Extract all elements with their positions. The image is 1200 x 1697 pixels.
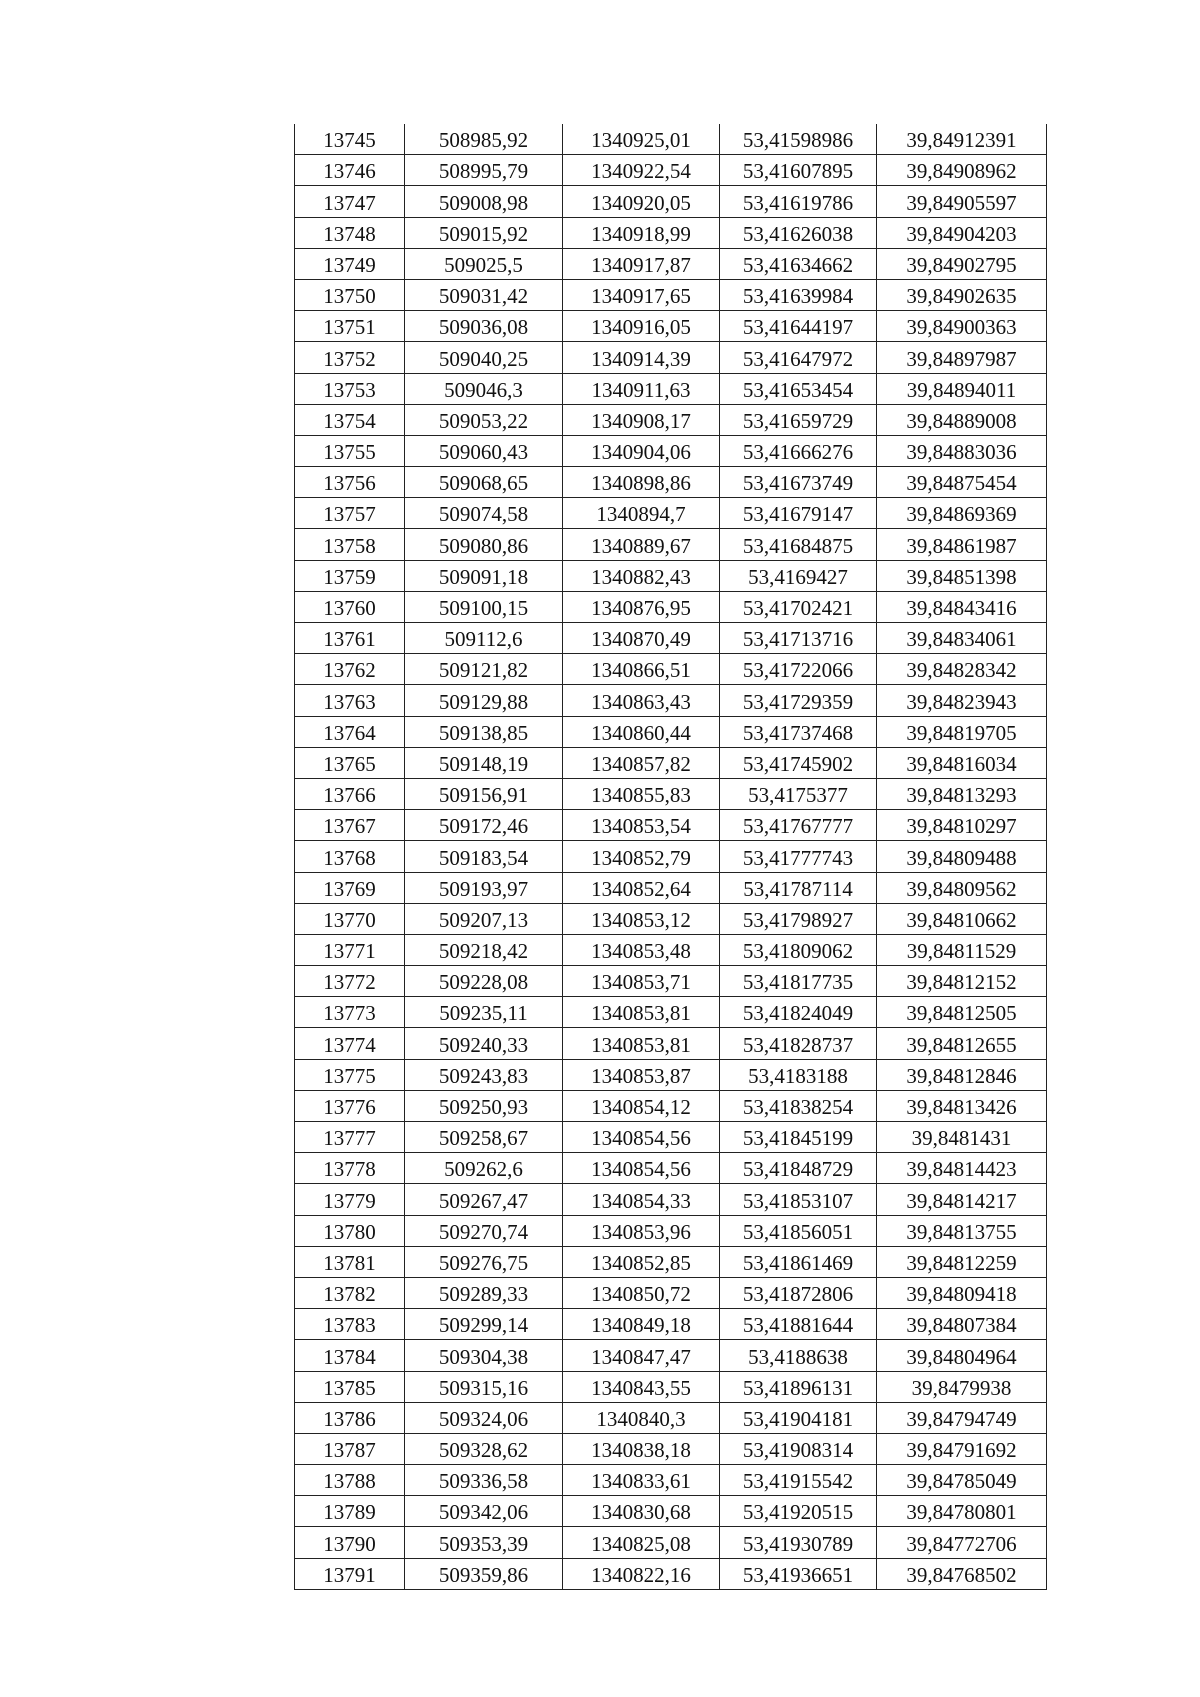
table-row xyxy=(295,1496,1047,1527)
table-row xyxy=(295,1122,1047,1153)
longitude-cell: 39,84897987 xyxy=(877,342,1047,373)
y-coordinate-cell: 1340854,56 xyxy=(563,1122,720,1153)
longitude-cell: 39,84813755 xyxy=(877,1215,1047,1246)
point-number-cell: 13766 xyxy=(295,778,405,809)
table-row xyxy=(295,529,1047,560)
x-coordinate-cell: 509289,33 xyxy=(405,1277,563,1308)
point-number-cell: 13752 xyxy=(295,342,405,373)
x-coordinate-cell: 509207,13 xyxy=(405,903,563,934)
y-coordinate-cell: 1340860,44 xyxy=(563,716,720,747)
longitude-cell: 39,84908962 xyxy=(877,155,1047,186)
latitude-cell: 53,41644197 xyxy=(720,311,877,342)
point-number-cell: 13772 xyxy=(295,966,405,997)
table-row xyxy=(295,716,1047,747)
x-coordinate-cell: 509172,46 xyxy=(405,810,563,841)
x-coordinate-cell: 509036,08 xyxy=(405,311,563,342)
y-coordinate-cell: 1340922,54 xyxy=(563,155,720,186)
longitude-cell: 39,84894011 xyxy=(877,373,1047,404)
y-coordinate-cell: 1340894,7 xyxy=(563,498,720,529)
point-number-cell: 13761 xyxy=(295,623,405,654)
point-number-cell: 13758 xyxy=(295,529,405,560)
latitude-cell: 53,41853107 xyxy=(720,1184,877,1215)
latitude-cell: 53,41872806 xyxy=(720,1277,877,1308)
x-coordinate-cell: 509267,47 xyxy=(405,1184,563,1215)
y-coordinate-cell: 1340854,12 xyxy=(563,1090,720,1121)
point-number-cell: 13757 xyxy=(295,498,405,529)
table-row xyxy=(295,1402,1047,1433)
latitude-cell: 53,41767777 xyxy=(720,810,877,841)
latitude-cell: 53,41920515 xyxy=(720,1496,877,1527)
longitude-cell: 39,8481431 xyxy=(877,1122,1047,1153)
latitude-cell: 53,41619786 xyxy=(720,186,877,217)
y-coordinate-cell: 1340918,99 xyxy=(563,217,720,248)
longitude-cell: 39,84819705 xyxy=(877,716,1047,747)
longitude-cell: 39,84809418 xyxy=(877,1277,1047,1308)
x-coordinate-cell: 509129,88 xyxy=(405,685,563,716)
longitude-cell: 39,84812259 xyxy=(877,1246,1047,1277)
table-row xyxy=(295,966,1047,997)
x-coordinate-cell: 509183,54 xyxy=(405,841,563,872)
latitude-cell: 53,41838254 xyxy=(720,1090,877,1121)
table-row xyxy=(295,217,1047,248)
x-coordinate-cell: 509060,43 xyxy=(405,435,563,466)
table-row xyxy=(295,1527,1047,1558)
table-row xyxy=(295,248,1047,279)
x-coordinate-cell: 509080,86 xyxy=(405,529,563,560)
y-coordinate-cell: 1340898,86 xyxy=(563,467,720,498)
x-coordinate-cell: 509336,58 xyxy=(405,1465,563,1496)
longitude-cell: 39,84861987 xyxy=(877,529,1047,560)
table-row xyxy=(295,1558,1047,1589)
point-number-cell: 13756 xyxy=(295,467,405,498)
point-number-cell: 13780 xyxy=(295,1215,405,1246)
latitude-cell: 53,41598986 xyxy=(720,124,877,155)
point-number-cell: 13745 xyxy=(295,124,405,155)
latitude-cell: 53,41607895 xyxy=(720,155,877,186)
point-number-cell: 13754 xyxy=(295,404,405,435)
table-row xyxy=(295,1340,1047,1371)
table-row xyxy=(295,560,1047,591)
table-row xyxy=(295,373,1047,404)
table-row xyxy=(295,155,1047,186)
table-row xyxy=(295,591,1047,622)
x-coordinate-cell: 508985,92 xyxy=(405,124,563,155)
point-number-cell: 13777 xyxy=(295,1122,405,1153)
longitude-cell: 39,84814423 xyxy=(877,1153,1047,1184)
y-coordinate-cell: 1340866,51 xyxy=(563,654,720,685)
y-coordinate-cell: 1340917,65 xyxy=(563,279,720,310)
coordinates-table xyxy=(294,124,1047,1590)
longitude-cell: 39,84851398 xyxy=(877,560,1047,591)
latitude-cell: 53,41817735 xyxy=(720,966,877,997)
x-coordinate-cell: 509053,22 xyxy=(405,404,563,435)
x-coordinate-cell: 509218,42 xyxy=(405,934,563,965)
x-coordinate-cell: 508995,79 xyxy=(405,155,563,186)
y-coordinate-cell: 1340854,56 xyxy=(563,1153,720,1184)
latitude-cell: 53,41915542 xyxy=(720,1465,877,1496)
latitude-cell: 53,41647972 xyxy=(720,342,877,373)
longitude-cell: 39,84809488 xyxy=(877,841,1047,872)
longitude-cell: 39,84812505 xyxy=(877,997,1047,1028)
y-coordinate-cell: 1340825,08 xyxy=(563,1527,720,1558)
longitude-cell: 39,84904203 xyxy=(877,217,1047,248)
latitude-cell: 53,41824049 xyxy=(720,997,877,1028)
y-coordinate-cell: 1340822,16 xyxy=(563,1558,720,1589)
longitude-cell: 39,84768502 xyxy=(877,1558,1047,1589)
longitude-cell: 39,84834061 xyxy=(877,623,1047,654)
x-coordinate-cell: 509046,3 xyxy=(405,373,563,404)
point-number-cell: 13782 xyxy=(295,1277,405,1308)
point-number-cell: 13778 xyxy=(295,1153,405,1184)
coordinates-table-body xyxy=(295,124,1047,1589)
latitude-cell: 53,41639984 xyxy=(720,279,877,310)
longitude-cell: 39,84809562 xyxy=(877,872,1047,903)
table-row xyxy=(295,404,1047,435)
table-row xyxy=(295,685,1047,716)
point-number-cell: 13763 xyxy=(295,685,405,716)
latitude-cell: 53,41845199 xyxy=(720,1122,877,1153)
x-coordinate-cell: 509276,75 xyxy=(405,1246,563,1277)
longitude-cell: 39,84875454 xyxy=(877,467,1047,498)
latitude-cell: 53,41881644 xyxy=(720,1309,877,1340)
y-coordinate-cell: 1340914,39 xyxy=(563,342,720,373)
latitude-cell: 53,41702421 xyxy=(720,591,877,622)
latitude-cell: 53,41659729 xyxy=(720,404,877,435)
y-coordinate-cell: 1340853,81 xyxy=(563,1028,720,1059)
latitude-cell: 53,41737468 xyxy=(720,716,877,747)
point-number-cell: 13751 xyxy=(295,311,405,342)
longitude-cell: 39,84902635 xyxy=(877,279,1047,310)
latitude-cell: 53,41861469 xyxy=(720,1246,877,1277)
latitude-cell: 53,41722066 xyxy=(720,654,877,685)
longitude-cell: 39,84812152 xyxy=(877,966,1047,997)
table-row xyxy=(295,654,1047,685)
longitude-cell: 39,84905597 xyxy=(877,186,1047,217)
point-number-cell: 13747 xyxy=(295,186,405,217)
latitude-cell: 53,41777743 xyxy=(720,841,877,872)
x-coordinate-cell: 509359,86 xyxy=(405,1558,563,1589)
point-number-cell: 13785 xyxy=(295,1371,405,1402)
table-row xyxy=(295,997,1047,1028)
longitude-cell: 39,84883036 xyxy=(877,435,1047,466)
table-row xyxy=(295,435,1047,466)
table-row xyxy=(295,311,1047,342)
latitude-cell: 53,41896131 xyxy=(720,1371,877,1402)
point-number-cell: 13762 xyxy=(295,654,405,685)
x-coordinate-cell: 509156,91 xyxy=(405,778,563,809)
table-row xyxy=(295,279,1047,310)
latitude-cell: 53,41745902 xyxy=(720,747,877,778)
longitude-cell: 39,84785049 xyxy=(877,1465,1047,1496)
y-coordinate-cell: 1340853,12 xyxy=(563,903,720,934)
table-row xyxy=(295,778,1047,809)
x-coordinate-cell: 509138,85 xyxy=(405,716,563,747)
point-number-cell: 13749 xyxy=(295,248,405,279)
table-row xyxy=(295,498,1047,529)
point-number-cell: 13746 xyxy=(295,155,405,186)
table-row xyxy=(295,1465,1047,1496)
point-number-cell: 13767 xyxy=(295,810,405,841)
y-coordinate-cell: 1340917,87 xyxy=(563,248,720,279)
x-coordinate-cell: 509025,5 xyxy=(405,248,563,279)
point-number-cell: 13771 xyxy=(295,934,405,965)
point-number-cell: 13774 xyxy=(295,1028,405,1059)
x-coordinate-cell: 509235,11 xyxy=(405,997,563,1028)
latitude-cell: 53,41679147 xyxy=(720,498,877,529)
point-number-cell: 13787 xyxy=(295,1433,405,1464)
y-coordinate-cell: 1340882,43 xyxy=(563,560,720,591)
x-coordinate-cell: 509008,98 xyxy=(405,186,563,217)
point-number-cell: 13770 xyxy=(295,903,405,934)
x-coordinate-cell: 509250,93 xyxy=(405,1090,563,1121)
point-number-cell: 13790 xyxy=(295,1527,405,1558)
latitude-cell: 53,41848729 xyxy=(720,1153,877,1184)
y-coordinate-cell: 1340852,85 xyxy=(563,1246,720,1277)
point-number-cell: 13769 xyxy=(295,872,405,903)
x-coordinate-cell: 509304,38 xyxy=(405,1340,563,1371)
longitude-cell: 39,84794749 xyxy=(877,1402,1047,1433)
y-coordinate-cell: 1340870,49 xyxy=(563,623,720,654)
latitude-cell: 53,41936651 xyxy=(720,1558,877,1589)
table-row xyxy=(295,810,1047,841)
longitude-cell: 39,84869369 xyxy=(877,498,1047,529)
latitude-cell: 53,41634662 xyxy=(720,248,877,279)
latitude-cell: 53,4175377 xyxy=(720,778,877,809)
y-coordinate-cell: 1340904,06 xyxy=(563,435,720,466)
longitude-cell: 39,84810297 xyxy=(877,810,1047,841)
y-coordinate-cell: 1340843,55 xyxy=(563,1371,720,1402)
y-coordinate-cell: 1340853,71 xyxy=(563,966,720,997)
y-coordinate-cell: 1340908,17 xyxy=(563,404,720,435)
y-coordinate-cell: 1340853,81 xyxy=(563,997,720,1028)
table-row xyxy=(295,747,1047,778)
longitude-cell: 39,84812655 xyxy=(877,1028,1047,1059)
x-coordinate-cell: 509068,65 xyxy=(405,467,563,498)
point-number-cell: 13781 xyxy=(295,1246,405,1277)
latitude-cell: 53,41908314 xyxy=(720,1433,877,1464)
x-coordinate-cell: 509258,67 xyxy=(405,1122,563,1153)
longitude-cell: 39,84889008 xyxy=(877,404,1047,435)
point-number-cell: 13773 xyxy=(295,997,405,1028)
longitude-cell: 39,84772706 xyxy=(877,1527,1047,1558)
y-coordinate-cell: 1340863,43 xyxy=(563,685,720,716)
table-row xyxy=(295,1246,1047,1277)
table-row xyxy=(295,1371,1047,1402)
latitude-cell: 53,41653454 xyxy=(720,373,877,404)
longitude-cell: 39,84804964 xyxy=(877,1340,1047,1371)
x-coordinate-cell: 509315,16 xyxy=(405,1371,563,1402)
point-number-cell: 13750 xyxy=(295,279,405,310)
y-coordinate-cell: 1340853,96 xyxy=(563,1215,720,1246)
x-coordinate-cell: 509342,06 xyxy=(405,1496,563,1527)
y-coordinate-cell: 1340920,05 xyxy=(563,186,720,217)
longitude-cell: 39,84902795 xyxy=(877,248,1047,279)
point-number-cell: 13789 xyxy=(295,1496,405,1527)
x-coordinate-cell: 509112,6 xyxy=(405,623,563,654)
y-coordinate-cell: 1340849,18 xyxy=(563,1309,720,1340)
x-coordinate-cell: 509243,83 xyxy=(405,1059,563,1090)
x-coordinate-cell: 509074,58 xyxy=(405,498,563,529)
latitude-cell: 53,41673749 xyxy=(720,467,877,498)
latitude-cell: 53,41930789 xyxy=(720,1527,877,1558)
latitude-cell: 53,4183188 xyxy=(720,1059,877,1090)
longitude-cell: 39,84912391 xyxy=(877,124,1047,155)
x-coordinate-cell: 509240,33 xyxy=(405,1028,563,1059)
point-number-cell: 13788 xyxy=(295,1465,405,1496)
y-coordinate-cell: 1340847,47 xyxy=(563,1340,720,1371)
longitude-cell: 39,84813293 xyxy=(877,778,1047,809)
longitude-cell: 39,84816034 xyxy=(877,747,1047,778)
x-coordinate-cell: 509353,39 xyxy=(405,1527,563,1558)
table-row xyxy=(295,623,1047,654)
latitude-cell: 53,41666276 xyxy=(720,435,877,466)
point-number-cell: 13784 xyxy=(295,1340,405,1371)
y-coordinate-cell: 1340853,48 xyxy=(563,934,720,965)
point-number-cell: 13755 xyxy=(295,435,405,466)
y-coordinate-cell: 1340833,61 xyxy=(563,1465,720,1496)
point-number-cell: 13765 xyxy=(295,747,405,778)
table-row xyxy=(295,467,1047,498)
longitude-cell: 39,84807384 xyxy=(877,1309,1047,1340)
point-number-cell: 13753 xyxy=(295,373,405,404)
y-coordinate-cell: 1340852,79 xyxy=(563,841,720,872)
y-coordinate-cell: 1340840,3 xyxy=(563,1402,720,1433)
table-row xyxy=(295,1153,1047,1184)
table-row xyxy=(295,1215,1047,1246)
latitude-cell: 53,41828737 xyxy=(720,1028,877,1059)
table-row xyxy=(295,903,1047,934)
y-coordinate-cell: 1340855,83 xyxy=(563,778,720,809)
point-number-cell: 13759 xyxy=(295,560,405,591)
y-coordinate-cell: 1340830,68 xyxy=(563,1496,720,1527)
latitude-cell: 53,4169427 xyxy=(720,560,877,591)
table-row xyxy=(295,872,1047,903)
point-number-cell: 13783 xyxy=(295,1309,405,1340)
x-coordinate-cell: 509091,18 xyxy=(405,560,563,591)
point-number-cell: 13786 xyxy=(295,1402,405,1433)
y-coordinate-cell: 1340889,67 xyxy=(563,529,720,560)
latitude-cell: 53,41798927 xyxy=(720,903,877,934)
table-row xyxy=(295,1433,1047,1464)
x-coordinate-cell: 509228,08 xyxy=(405,966,563,997)
table-row xyxy=(295,124,1047,155)
latitude-cell: 53,41729359 xyxy=(720,685,877,716)
y-coordinate-cell: 1340850,72 xyxy=(563,1277,720,1308)
point-number-cell: 13764 xyxy=(295,716,405,747)
y-coordinate-cell: 1340916,05 xyxy=(563,311,720,342)
point-number-cell: 13776 xyxy=(295,1090,405,1121)
point-number-cell: 13760 xyxy=(295,591,405,622)
latitude-cell: 53,4188638 xyxy=(720,1340,877,1371)
y-coordinate-cell: 1340925,01 xyxy=(563,124,720,155)
point-number-cell: 13748 xyxy=(295,217,405,248)
latitude-cell: 53,41684875 xyxy=(720,529,877,560)
longitude-cell: 39,84843416 xyxy=(877,591,1047,622)
longitude-cell: 39,84780801 xyxy=(877,1496,1047,1527)
x-coordinate-cell: 509262,6 xyxy=(405,1153,563,1184)
x-coordinate-cell: 509328,62 xyxy=(405,1433,563,1464)
y-coordinate-cell: 1340854,33 xyxy=(563,1184,720,1215)
point-number-cell: 13779 xyxy=(295,1184,405,1215)
x-coordinate-cell: 509193,97 xyxy=(405,872,563,903)
x-coordinate-cell: 509270,74 xyxy=(405,1215,563,1246)
table-row xyxy=(295,1309,1047,1340)
table-row xyxy=(295,342,1047,373)
table-row xyxy=(295,1028,1047,1059)
x-coordinate-cell: 509031,42 xyxy=(405,279,563,310)
table-row xyxy=(295,841,1047,872)
point-number-cell: 13791 xyxy=(295,1558,405,1589)
y-coordinate-cell: 1340876,95 xyxy=(563,591,720,622)
point-number-cell: 13775 xyxy=(295,1059,405,1090)
y-coordinate-cell: 1340853,54 xyxy=(563,810,720,841)
x-coordinate-cell: 509324,06 xyxy=(405,1402,563,1433)
y-coordinate-cell: 1340852,64 xyxy=(563,872,720,903)
longitude-cell: 39,84812846 xyxy=(877,1059,1047,1090)
table-row xyxy=(295,1059,1047,1090)
longitude-cell: 39,84810662 xyxy=(877,903,1047,934)
latitude-cell: 53,41713716 xyxy=(720,623,877,654)
y-coordinate-cell: 1340911,63 xyxy=(563,373,720,404)
table-row xyxy=(295,1277,1047,1308)
latitude-cell: 53,41856051 xyxy=(720,1215,877,1246)
table-row xyxy=(295,1090,1047,1121)
y-coordinate-cell: 1340857,82 xyxy=(563,747,720,778)
table-row xyxy=(295,186,1047,217)
x-coordinate-cell: 509299,14 xyxy=(405,1309,563,1340)
longitude-cell: 39,84828342 xyxy=(877,654,1047,685)
longitude-cell: 39,84811529 xyxy=(877,934,1047,965)
x-coordinate-cell: 509148,19 xyxy=(405,747,563,778)
longitude-cell: 39,84813426 xyxy=(877,1090,1047,1121)
point-number-cell: 13768 xyxy=(295,841,405,872)
longitude-cell: 39,84814217 xyxy=(877,1184,1047,1215)
y-coordinate-cell: 1340838,18 xyxy=(563,1433,720,1464)
longitude-cell: 39,84791692 xyxy=(877,1433,1047,1464)
latitude-cell: 53,41626038 xyxy=(720,217,877,248)
latitude-cell: 53,41904181 xyxy=(720,1402,877,1433)
table-row xyxy=(295,1184,1047,1215)
x-coordinate-cell: 509100,15 xyxy=(405,591,563,622)
longitude-cell: 39,84900363 xyxy=(877,311,1047,342)
table-row xyxy=(295,934,1047,965)
x-coordinate-cell: 509121,82 xyxy=(405,654,563,685)
latitude-cell: 53,41787114 xyxy=(720,872,877,903)
latitude-cell: 53,41809062 xyxy=(720,934,877,965)
y-coordinate-cell: 1340853,87 xyxy=(563,1059,720,1090)
x-coordinate-cell: 509015,92 xyxy=(405,217,563,248)
longitude-cell: 39,8479938 xyxy=(877,1371,1047,1402)
longitude-cell: 39,84823943 xyxy=(877,685,1047,716)
x-coordinate-cell: 509040,25 xyxy=(405,342,563,373)
